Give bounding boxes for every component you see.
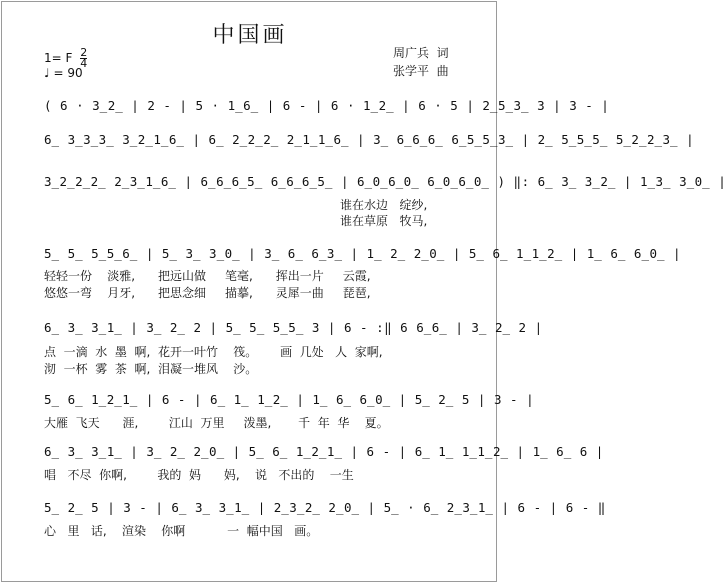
time-signature-bottom: 4: [80, 57, 88, 70]
composer-name: 张学平: [393, 64, 430, 78]
composer-role: 曲: [436, 64, 449, 78]
score-line-4: 5̲ 5̲ 5̲5̲6̲ | 5̲ 3̲ 3̲0̲ | 3̲ 6̲ 6̲3̲ | 1̲ 2̲ 2̲0̲ | 5̲ 6̲ 1̲1̲2̲ | 1̲ 6̲ 6̲0̲ |: [44, 246, 682, 261]
lyric-line-4a: 点 一滴 水 墨 啊, 花开一叶竹 筏。 画 几处 人 家啊,: [44, 345, 383, 359]
lyricist-credit: [393, 44, 449, 62]
lyric-line-7: 心 里 话, 渲染 你啊 一 幅中国 画。: [44, 524, 319, 538]
lyric-line-2a: 谁在水边 绽纱,: [340, 198, 428, 212]
score-line-7: 6̲ 3̲ 3̲1̲ | 3̲ 2̲ 2̲0̲ | 5̲ 6̲ 1̲2̲1̲ | 6 - | 6̲ 1̲ 1̲1̲2̲ | 1̲ 6̲ 6 |: [44, 444, 604, 459]
lyric-line-6: 唱 不尽 你啊, 我的 妈 妈, 说 不出的 一生: [44, 468, 354, 482]
song-title: 中国画: [212, 23, 288, 48]
lyric-line-4b: 沏 一杯 雾 茶 啊, 泪凝一堆风 沙。: [44, 362, 258, 376]
score-line-6: 5̲ 6̲ 1̲2̲1̲ | 6 - | 6̲ 1̲ 1̲2̲ | 1̲ 6̲ 6̲0̲ | 5̲ 2̲ 5 | 3 - |: [44, 392, 535, 407]
score-line-5: 6̲ 3̲ 3̲1̲ | 3̲ 2̲ 2 | 5̲ 5̲ 5̲5̲ 3 | 6 - :‖ 6 6̲6̲ | 3̲ 2̲ 2 |: [44, 320, 543, 335]
lyric-line-5: 大雁 飞天 涯, 江山 万里 泼墨, 千 年 华 夏。: [44, 416, 389, 430]
lyricist-role: 词: [436, 46, 449, 60]
time-signature-top: 2: [80, 46, 88, 59]
score-line-2: 6̲ 3̲3̲3̲ 3̲2̲1̲6̲ | 6̲ 2̲2̲2̲ 2̲1̲1̲6̲ | 3̲ 6̲6̲6̲ 6̲5̲5̲3̲ | 2̲ 5̲5̲5̲ 5̲2̲2̲3̲ |: [44, 132, 695, 147]
lyric-line-2b: 谁在草原 牧马,: [340, 214, 428, 228]
score-line-3: 3̲2̲2̲2̲ 2̲3̲1̲6̲ | 6̲6̲6̲5̲ 6̲6̲6̲5̲ | 6̲0̲6̲0̲ 6̲0̲6̲0̲ ) ‖: 6̲ 3̲ 3̲2̲ | 1̲3̲ 3̲0̲ |: [44, 174, 726, 189]
lyric-line-3a: 轻轻一份 淡雅, 把远山做 笔毫, 挥出一片 云霞,: [44, 269, 371, 283]
key-label: 1= F: [44, 51, 73, 65]
score-line-1: ( 6 · 3̲2̲ | 2 - | 5 · 1̲6̲ | 6 - | 6 · 1̲2̲ | 6 · 5 | 2̲5̲3̲ 3 | 3 - |: [44, 98, 610, 113]
composer-credit: [393, 62, 449, 80]
credits: [393, 44, 449, 80]
lyricist-name: 周广兵: [393, 46, 430, 60]
tempo-marking: ♩ = 90: [44, 66, 83, 80]
lyric-line-3b: 悠悠一弯 月牙, 把思念细 描摹, 灵犀一曲 琵琶,: [44, 286, 371, 300]
score-line-8: 5̲ 2̲ 5 | 3 - | 6̲ 3̲ 3̲1̲ | 2̲3̲2̲ 2̲0̲ | 5̲ · 6̲ 2̲3̲1̲ | 6 - | 6 - ‖: [44, 500, 606, 515]
